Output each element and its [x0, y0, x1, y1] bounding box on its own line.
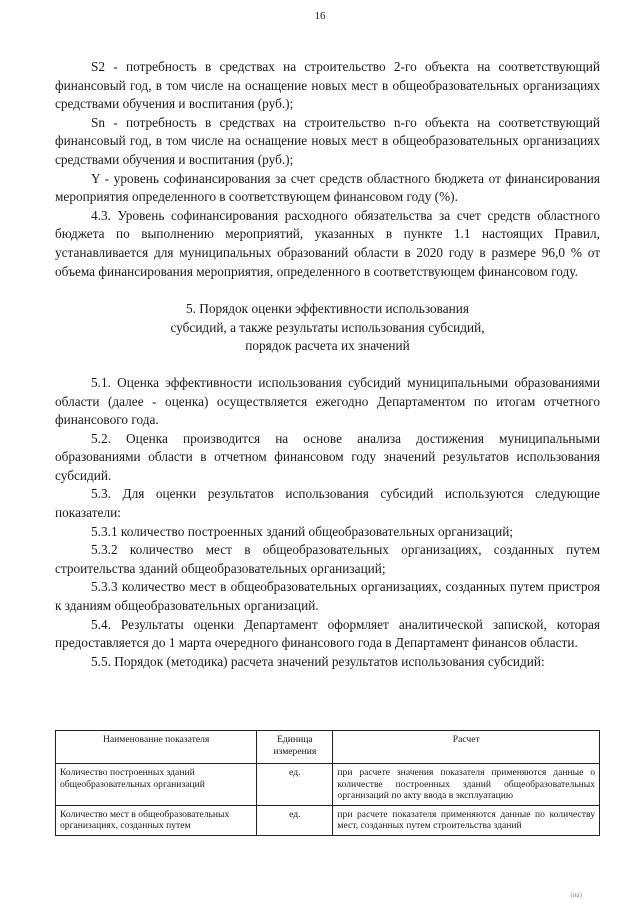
- cell-unit: ед.: [257, 764, 333, 806]
- section-5-heading-line-1: 5. Порядок оценки эффективности использования: [185, 301, 470, 317]
- cell-indicator-name: Количество мест в общеобразовательных организациях, созданных путем: [56, 805, 257, 835]
- indicator-table: [55, 730, 600, 836]
- paragraph-5-5: 5.5. Порядок (методика) расчета значений результатов использования субсидий:: [91, 653, 545, 669]
- table-header-row: [56, 731, 600, 764]
- header-indicator-name: Наименование показателя: [56, 731, 257, 764]
- paragraph-5-3-3: 5.3.3 количество мест в общеобразовательных организациях, созданных путем пристроя к зданиям общеобразовательных организаций.: [55, 579, 600, 614]
- paragraph-4-3: 4.3. Уровень софинансирования расходного обязательства за счет средств областного бюджета по выполнению мероприятий, указанных в пункте 1.1 настоящих Правил, устанавливается для муниципальных образований области в 2020 году в размере 96,0 % от объема финансирования мероприятия, определенного в соответствующем финансовом году.: [55, 207, 600, 279]
- section-5-heading-line-3: порядок расчета их значений: [245, 338, 410, 354]
- footer-mark: (иа): [570, 891, 582, 899]
- document-body: [55, 58, 600, 671]
- section-5-heading-line-2: субсидий, а также результаты использования субсидий,: [170, 319, 485, 335]
- paragraph-5-1: 5.1. Оценка эффективности использования субсидий муниципальными образованиями области (далее - оценка) осуществляется ежегодно Департаментом по итогам отчетного финансового года.: [55, 374, 600, 428]
- cell-indicator-name: Количество построенных зданий общеобразовательных организаций: [56, 764, 257, 806]
- cell-unit: ед.: [257, 805, 333, 835]
- paragraph-sn: Sn - потребность в средствах на строительство n-го объекта на соответствующий финансовый год, в том числе на оснащение новых мест в общеобразовательных организациях средствами обучения и воспитания (руб.);: [55, 114, 600, 167]
- header-unit: Единица измерения: [257, 731, 333, 764]
- paragraph-5-3-1: 5.3.1 количество построенных зданий общеобразовательных организаций;: [91, 523, 514, 539]
- paragraph-5-4: 5.4. Результаты оценки Департамент оформляет аналитической запиской, которая предоставляется до 1 марта очередного финансового года в Департамент финансов области.: [55, 616, 600, 651]
- paragraph-s2: S2 - потребность в средствах на строительство 2-го объекта на соответствующий финансовый год, в том числе на оснащение новых мест в общеобразовательных организациях средствами обучения и воспитания (руб.);: [55, 59, 600, 112]
- paragraph-5-3: 5.3. Для оценки результатов использования субсидий используются следующие показатели:: [55, 486, 600, 521]
- section-5-heading: [55, 300, 600, 356]
- paragraph-5-3-2: 5.3.2 количество мест в общеобразовательных организациях, созданных путем строительства зданий общеобразовательных организаций;: [55, 542, 600, 576]
- paragraph-y: Y - уровень софинансирования за счет средств областного бюджета от финансирования мероприятия определенного в соответствующем финансовом году (%).: [55, 170, 600, 205]
- table-row: [56, 764, 600, 806]
- cell-calculation: при расчете значения показателя применяются данные о количестве построенных зданий общеобразовательных организаций по акту ввода в эксплуатацию: [333, 764, 600, 806]
- table-row: [56, 805, 600, 835]
- cell-calculation: при расчете показателя применяются данные по количеству мест, созданных путем строительства зданий: [333, 805, 600, 835]
- paragraph-5-2: 5.2. Оценка производится на основе анализа достижения муниципальными образованиями области в отчетном финансовом году значений результатов использования субсидий.: [55, 430, 600, 483]
- page-number: 16: [314, 10, 326, 22]
- header-calculation: Расчет: [333, 731, 600, 764]
- indicator-table-wrapper: [55, 730, 600, 836]
